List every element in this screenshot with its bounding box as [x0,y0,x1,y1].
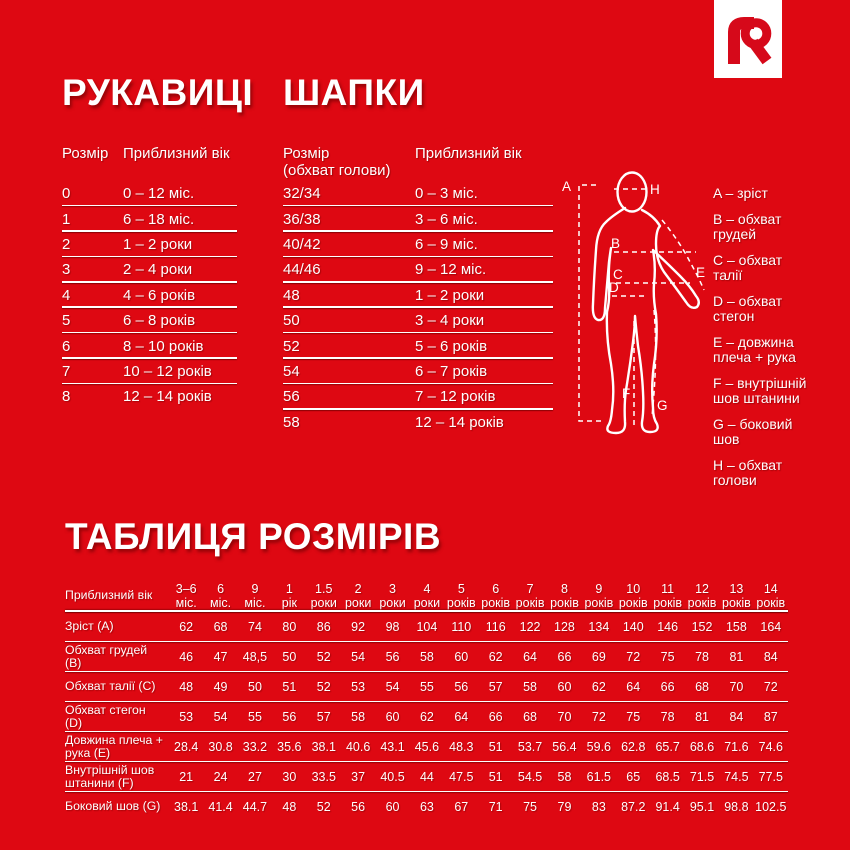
size-table [65,580,788,822]
measurement-value: 71.6 [724,740,749,754]
measurement-value: 40.5 [380,770,405,784]
measurement-value: 92 [351,620,366,634]
letter-label-B: B [611,236,621,251]
age-cell: 0 – 3 міс. [415,185,478,203]
legend-item: F – внутрішній шов штанини [713,375,807,406]
age-cell: 1 – 2 роки [123,235,193,253]
measurement-value: 56 [282,710,297,724]
measurement-value: 78 [660,710,675,724]
age-cell: 9 – 12 міс. [415,261,487,279]
measurement-value: 68.5 [655,770,680,784]
size-cell: 1 [62,210,71,228]
age-cell: 0 – 12 міс. [123,185,195,203]
table-row [283,384,553,409]
hats-title: ШАПКИ [283,72,425,113]
measurement-value: 95.1 [689,800,715,814]
measurement-value: 56 [385,650,400,664]
age-column-header: 2 роки [344,582,372,610]
measurement-value: 58 [523,680,538,694]
hats-rows [283,181,553,435]
age-column-header: 7 років [515,582,545,610]
measurement-value: 40.6 [345,740,371,754]
measurement-value: 62 [488,650,503,664]
measurement-value: 65 [626,770,641,784]
letter-label-D: D [609,280,619,295]
measurement-value: 72 [763,680,778,694]
age-cell: 5 – 6 років [415,337,488,355]
measurement-value: 44 [419,770,434,784]
measurement-value: 58 [557,770,572,784]
age-cell: 12 – 14 років [123,388,212,406]
age-cell: 3 – 6 міс. [415,210,478,228]
size-cell: 8 [62,388,71,406]
size-cell: 5 [62,312,71,330]
mittens-table [62,145,237,410]
mittens-title: РУКАВИЦІ [62,72,254,113]
measurement-value: 24 [213,770,228,784]
measurement-value: 33.2 [242,740,268,754]
measurement-value: 75 [523,800,538,814]
age-cell: 6 – 8 років [123,312,196,330]
measurement-value: 80 [282,620,297,634]
measurement-value: 54.5 [517,770,543,784]
measurement-value: 98 [385,620,400,634]
measurement-value: 51 [488,740,503,754]
age-column-header: 14 років [756,582,786,610]
measurement-value: 116 [485,620,506,634]
measurement-value: 91.4 [655,800,680,814]
measurement-label: Обхват талії (C) [65,679,156,694]
table-row [283,333,553,358]
table-row [62,232,237,257]
age-column-header: 6 міс. [210,582,232,610]
measurement-value: 64 [454,710,469,724]
measurement-value: 54 [213,710,228,724]
measurement-value: 81 [729,650,744,664]
table-row [62,384,237,409]
age-column-header: 5 років [446,582,476,610]
measurement-value: 134 [588,620,610,634]
measurement-value: 52 [316,800,331,814]
measurement-value: 53.7 [517,740,543,754]
measurement-value: 67 [454,800,469,814]
measurement-value: 27 [248,770,262,784]
size-cell: 58 [283,413,300,431]
age-cell: 1 – 2 роки [415,286,485,304]
measurement-value: 74.6 [758,740,783,754]
measurement-value: 53 [351,680,366,694]
measurement-value: 152 [691,620,713,634]
measurement-value: 140 [622,620,644,634]
measurement-value: 75 [626,710,641,724]
measurement-value: 21 [179,770,194,784]
age-cell: 6 – 7 років [415,362,488,380]
measurement-row [65,702,788,732]
measurement-value: 75 [660,650,675,664]
mittens-table-header [62,145,237,181]
table-row [62,308,237,333]
measurement-value: 58 [419,650,434,664]
measurement-value: 164 [760,620,782,634]
letter-label-F: F [622,386,631,401]
measurement-value: 87 [763,710,778,724]
measurement-row [65,792,788,822]
table-row [62,206,237,231]
measurement-value: 63 [419,800,434,814]
table-row [62,257,237,282]
legend-item: E – довжина плеча + рука [713,334,796,365]
measurement-value: 110 [451,620,472,634]
age-column-header: 4 роки [413,582,441,610]
measurement-value: 69 [591,650,606,664]
measurement-value: 60 [454,650,469,664]
measurement-value: 45.6 [414,740,440,754]
measurement-value: 28.4 [174,740,199,754]
measurement-value: 55 [419,680,434,694]
measurement-value: 48,5 [242,650,268,664]
measurement-value: 53 [179,710,194,724]
measurement-value: 68 [213,620,228,634]
measurement-value: 87.2 [621,800,646,814]
measurement-value: 83 [591,800,606,814]
measurement-value: 55 [248,710,262,724]
age-column-header: 9 міс. [244,582,266,610]
measurement-row [65,762,788,792]
measurement-value: 74.5 [724,770,749,784]
measurement-value: 146 [657,620,679,634]
letter-label-E: E [696,265,706,280]
measurement-value: 33.5 [311,770,336,784]
measurement-value: 35.6 [277,740,302,754]
measurement-value: 60 [557,680,572,694]
measurement-value: 50 [282,650,297,664]
measurement-value: 61.5 [586,770,612,784]
measurement-label: Довжина плеча + рука (E) [65,732,163,760]
measurement-value: 122 [519,620,541,634]
measurement-value: 65.7 [655,740,680,754]
measurement-value: 43.1 [380,740,405,754]
age-cell: 6 – 9 міс. [415,235,478,253]
age-cell: 12 – 14 років [415,413,504,431]
size-cell: 40/42 [283,235,321,253]
measurement-value: 56 [454,680,469,694]
age-column-header: 1.5 роки [310,582,337,610]
age-cell: 2 – 4 роки [123,261,193,279]
age-cell: 6 – 18 міс. [123,210,195,228]
table-row [283,257,553,282]
legend-item: A – зріст [713,185,768,201]
size-cell: 36/38 [283,210,321,228]
size-column-header: Розмір (обхват голови) [283,145,391,179]
measurement-value: 60 [385,710,400,724]
size-cell: 48 [283,286,300,304]
table-row [62,283,237,308]
size-cell: 0 [62,185,71,203]
legend-item: D – обхват стегон [713,293,783,324]
size-cell: 6 [62,337,71,355]
measurement-value: 74 [248,620,262,634]
measurement-value: 71.5 [689,770,715,784]
age-header-cell: Приблизний вік [65,588,153,603]
measurement-label: Обхват стегон (D) [65,702,146,730]
size-table-title: ТАБЛИЦЯ РОЗМІРІВ [65,516,442,557]
measurement-row [65,642,788,672]
measurement-value: 86 [316,620,331,634]
measurement-value: 62 [591,680,606,694]
measurement-value: 68.6 [689,740,715,754]
table-row [62,359,237,384]
measurement-value: 49 [213,680,228,694]
measurement-value: 77.5 [758,770,783,784]
measurement-value: 62 [419,710,434,724]
size-cell: 7 [62,362,71,380]
size-column-header: Розмір [62,145,109,162]
age-column-header: 6 років [481,582,511,610]
table-row [283,283,553,308]
measurement-value: 57 [488,680,503,694]
size-cell: 32/34 [283,185,321,203]
age-column-header: 3 роки [379,582,406,610]
measurement-value: 66 [488,710,503,724]
age-cell: 10 – 12 років [123,362,212,380]
letter-label-G: G [657,398,668,413]
measurement-value: 48 [282,800,297,814]
measurement-value: 64 [523,650,538,664]
age-cell: 7 – 12 років [415,388,496,406]
measurement-value: 48.3 [449,740,474,754]
table-row [62,333,237,358]
table-row [283,206,553,231]
mittens-rows [62,181,237,410]
letter-label-H: H [650,182,660,197]
measurement-value: 47 [213,650,228,664]
measurement-value: 68 [695,680,709,694]
measurement-value: 84 [729,710,744,724]
age-column-header: Приблизний вік [415,145,522,162]
measurement-value: 38.1 [174,800,199,814]
measurement-value: 41.4 [208,800,233,814]
measurement-value: 54 [385,680,400,694]
measurement-row [65,732,788,762]
measurement-value: 128 [554,620,575,634]
measurement-value: 51 [282,680,297,694]
hats-table [283,145,553,435]
measurement-value: 38.1 [311,740,336,754]
measurement-value: 84 [763,650,778,664]
age-cell: 8 – 10 років [123,337,204,355]
measurement-value: 102.5 [755,800,787,814]
measurement-value: 72 [591,710,606,724]
age-column-header: 8 років [550,582,579,610]
legend-item: C – обхват талії [713,252,783,283]
measurement-value: 68 [523,710,538,724]
measurement-value: 47.5 [449,770,474,784]
table-row [283,232,553,257]
measurement-value: 62.8 [621,740,646,754]
measurement-row [65,612,788,642]
measurement-value: 62 [179,620,194,634]
measurement-value: 50 [248,680,262,694]
table-row [283,410,553,435]
table-row [62,181,237,206]
measure-line-A [579,185,604,421]
measurement-value: 158 [725,620,747,634]
measurement-value: 30.8 [208,740,233,754]
age-column-header: 10 років [618,582,648,610]
measurement-value: 59.6 [586,740,612,754]
size-cell: 52 [283,337,300,355]
measurement-value: 60 [385,800,400,814]
figure-head [618,173,647,212]
measurement-legend [713,186,813,499]
size-cell: 2 [62,235,71,253]
measurement-value: 71 [488,800,503,814]
measurement-value: 64 [626,680,641,694]
measurement-value: 56.4 [552,740,577,754]
age-column-header: Приблизний вік [123,145,230,162]
size-cell: 50 [283,312,300,330]
hats-table-header [283,145,553,181]
figure-body-outline [593,208,699,433]
measurement-value: 72 [626,650,641,664]
measurement-value: 58 [351,710,366,724]
legend-item: H – обхват голови [713,457,783,488]
measurement-value: 52 [316,650,331,664]
measurement-label: Внутрішній шов штанини (F) [65,762,155,790]
letter-label-A: A [562,179,572,194]
measurement-row [65,672,788,702]
measurement-value: 52 [316,680,331,694]
measurement-value: 66 [660,680,675,694]
measurement-label: Боковий шов (G) [65,799,161,814]
size-cell: 56 [283,388,300,406]
measurement-value: 70 [557,710,572,724]
size-table-header-row [65,580,788,612]
measurement-value: 66 [557,650,572,664]
age-cell: 4 – 6 років [123,286,196,304]
table-row [283,181,553,206]
measurement-value: 54 [351,650,366,664]
size-cell: 3 [62,261,71,279]
measurement-value: 37 [351,770,366,784]
measurement-value: 51 [488,770,503,784]
measurement-value: 79 [557,800,572,814]
age-column-header: 9 років [584,582,614,610]
measurement-label: Обхват грудей (B) [65,642,148,670]
age-column-header: 12 років [687,582,717,610]
measurement-value: 30 [282,770,297,784]
table-row [283,308,553,333]
letter-label-C: C [613,267,623,282]
measurement-value: 81 [695,710,709,724]
measurement-value: 56 [351,800,366,814]
measurement-label: Зріст (A) [65,619,114,634]
size-cell: 4 [62,286,71,304]
measurement-value: 70 [729,680,744,694]
age-cell: 3 – 4 роки [415,312,485,330]
size-cell: 44/46 [283,261,321,279]
measurement-value: 48 [179,680,194,694]
measurement-value: 78 [695,650,709,664]
measurement-value: 104 [416,620,438,634]
body-measurement-diagram [550,158,720,453]
age-column-header: 13 років [722,582,751,610]
table-row [283,359,553,384]
legend-item: G – боковий шов [713,416,793,447]
reima-logo [714,0,782,78]
reima-r-icon [714,0,782,78]
age-column-header: 3–6 міс. [175,582,197,610]
age-column-header: 1 рік [281,582,297,610]
age-column-header: 11 років [653,582,683,610]
measurement-value: 57 [316,710,331,724]
measurement-value: 98.8 [724,800,749,814]
size-cell: 54 [283,362,300,380]
measurement-value: 46 [179,650,194,664]
legend-item: B – обхват грудей [713,211,782,242]
measurement-value: 44.7 [242,800,268,814]
